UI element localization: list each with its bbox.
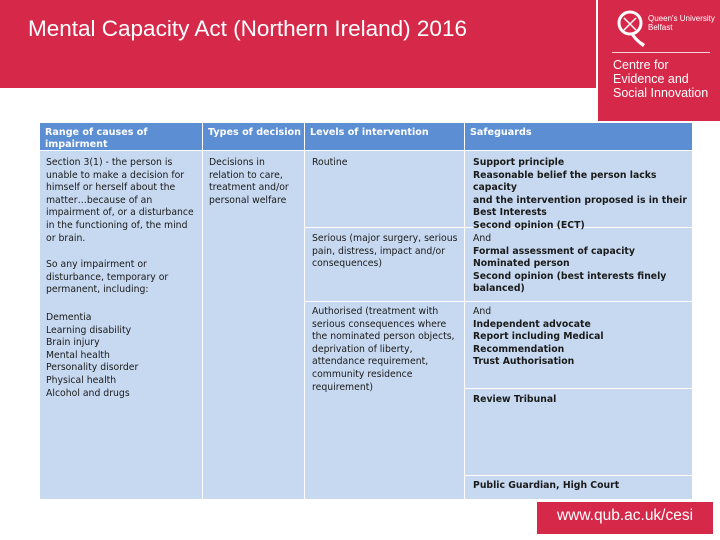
column-header-levels: Levels of intervention bbox=[305, 123, 464, 150]
decision-cell bbox=[209, 157, 303, 207]
column-divider bbox=[202, 123, 203, 499]
safeguard-line: Reasonable belief the person lacks capacity bbox=[473, 169, 657, 194]
public-guardian-text: Public Guardian, High Court bbox=[473, 480, 620, 491]
decision-text-line: treatment and/or bbox=[209, 182, 289, 194]
level-serious-text-line: pain, distress, impact and/or bbox=[312, 245, 445, 257]
row-divider bbox=[465, 388, 692, 389]
decision-text-line: Decisions in bbox=[209, 157, 265, 168]
centre-name bbox=[613, 58, 708, 100]
safeguard-serious-cell bbox=[473, 233, 689, 296]
column-header-decision: Types of decision bbox=[203, 123, 304, 150]
title-banner bbox=[0, 0, 596, 88]
centre-line: Centre for bbox=[613, 58, 669, 72]
page-title: Mental Capacity Act (Northern Ireland) 2016 bbox=[28, 16, 467, 41]
column-header-causes: Range of causes of impairment bbox=[40, 123, 202, 150]
impairment-list-item: Learning disability bbox=[46, 324, 132, 336]
section-text-line: himself or herself about the bbox=[46, 182, 176, 194]
university-line: Queen's University bbox=[648, 14, 715, 23]
queens-university-logo-mark bbox=[614, 8, 646, 50]
impairment-list-item: Brain injury bbox=[46, 337, 100, 349]
column-divider bbox=[304, 123, 305, 499]
safeguard-line: balanced) bbox=[473, 283, 525, 295]
safeguard-line: Best Interests bbox=[473, 207, 547, 219]
safeguards-table bbox=[40, 123, 692, 499]
decision-text-line: relation to care, bbox=[209, 169, 283, 181]
section-text-line: Section 3(1) - the person is bbox=[46, 157, 173, 168]
column-divider bbox=[464, 123, 465, 499]
scope-text-line: permanent, including: bbox=[46, 284, 149, 296]
logo-divider bbox=[612, 52, 710, 53]
section-text-line: impairment of, or a disturbance bbox=[46, 207, 194, 219]
safeguard-guardian-cell bbox=[473, 480, 689, 493]
safeguard-line: and the intervention proposed is in their bbox=[473, 194, 687, 206]
centre-line: Social Innovation bbox=[613, 86, 709, 100]
level-serious-text-line: Serious (major surgery, serious bbox=[312, 233, 458, 244]
level-routine-cell bbox=[312, 157, 462, 170]
causes-cell bbox=[46, 157, 200, 400]
level-serious-cell bbox=[312, 233, 462, 271]
safeguard-line: Support principle bbox=[473, 157, 565, 168]
safeguard-line: Second opinion (ECT) bbox=[473, 219, 585, 231]
header-divider bbox=[40, 150, 692, 151]
university-line: Belfast bbox=[648, 23, 673, 32]
safeguard-line: Trust Authorisation bbox=[473, 356, 575, 368]
level-authorised-text-line: serious consequences where bbox=[312, 318, 447, 330]
level-authorised-cell bbox=[312, 306, 462, 394]
review-tribunal-text: Review Tribunal bbox=[473, 394, 557, 405]
safeguard-line: Formal assessment of capacity bbox=[473, 245, 635, 257]
safeguard-line: Second opinion (best interests finely bbox=[473, 270, 667, 282]
impairment-list-item: Physical health bbox=[46, 374, 117, 386]
section-text-line: or brain. bbox=[46, 232, 86, 244]
section-text-line: in the functioning of, the mind bbox=[46, 219, 188, 231]
level-authorised-text-line: attendance requirement, bbox=[312, 356, 429, 368]
level-authorised-text-line: deprivation of liberty, bbox=[312, 343, 413, 355]
safeguard-authorised-cell bbox=[473, 306, 689, 369]
impairment-list-item: Dementia bbox=[46, 311, 92, 323]
website-url: www.qub.ac.uk/cesi bbox=[537, 502, 713, 534]
section-text-line: unable to make a decision for bbox=[46, 169, 185, 181]
safeguard-line: Report including Medical Recommendation bbox=[473, 331, 604, 355]
impairment-list-item: Mental health bbox=[46, 349, 110, 361]
level-routine-text: Routine bbox=[312, 157, 348, 168]
row-divider bbox=[305, 301, 692, 302]
safeguard-and-text: And bbox=[473, 233, 492, 244]
decision-text-line: personal welfare bbox=[209, 194, 287, 206]
safeguard-line: Nominated person bbox=[473, 258, 570, 270]
impairment-list-item: Personality disorder bbox=[46, 362, 139, 374]
safeguard-line: Independent advocate bbox=[473, 318, 591, 330]
impairment-list-item: Alcohol and drugs bbox=[46, 387, 130, 399]
level-authorised-text-line: Authorised (treatment with bbox=[312, 306, 439, 317]
centre-line: Evidence and bbox=[613, 72, 689, 86]
level-authorised-text-line: requirement) bbox=[312, 381, 373, 393]
safeguard-review-cell bbox=[473, 394, 689, 407]
column-header-safeguards: Safeguards bbox=[465, 123, 692, 150]
level-authorised-text-line: the nominated person objects, bbox=[312, 331, 455, 343]
scope-text-line: disturbance, temporary or bbox=[46, 271, 169, 283]
safeguard-and-text: And bbox=[473, 306, 492, 317]
level-authorised-text-line: community residence bbox=[312, 368, 413, 380]
university-name bbox=[648, 14, 715, 32]
row-divider bbox=[465, 475, 692, 476]
safeguard-routine-cell bbox=[473, 157, 689, 233]
section-text-line: matter…because of an bbox=[46, 194, 153, 206]
scope-text-line: So any impairment or bbox=[46, 259, 147, 271]
level-serious-text-line: consequences) bbox=[312, 258, 382, 270]
